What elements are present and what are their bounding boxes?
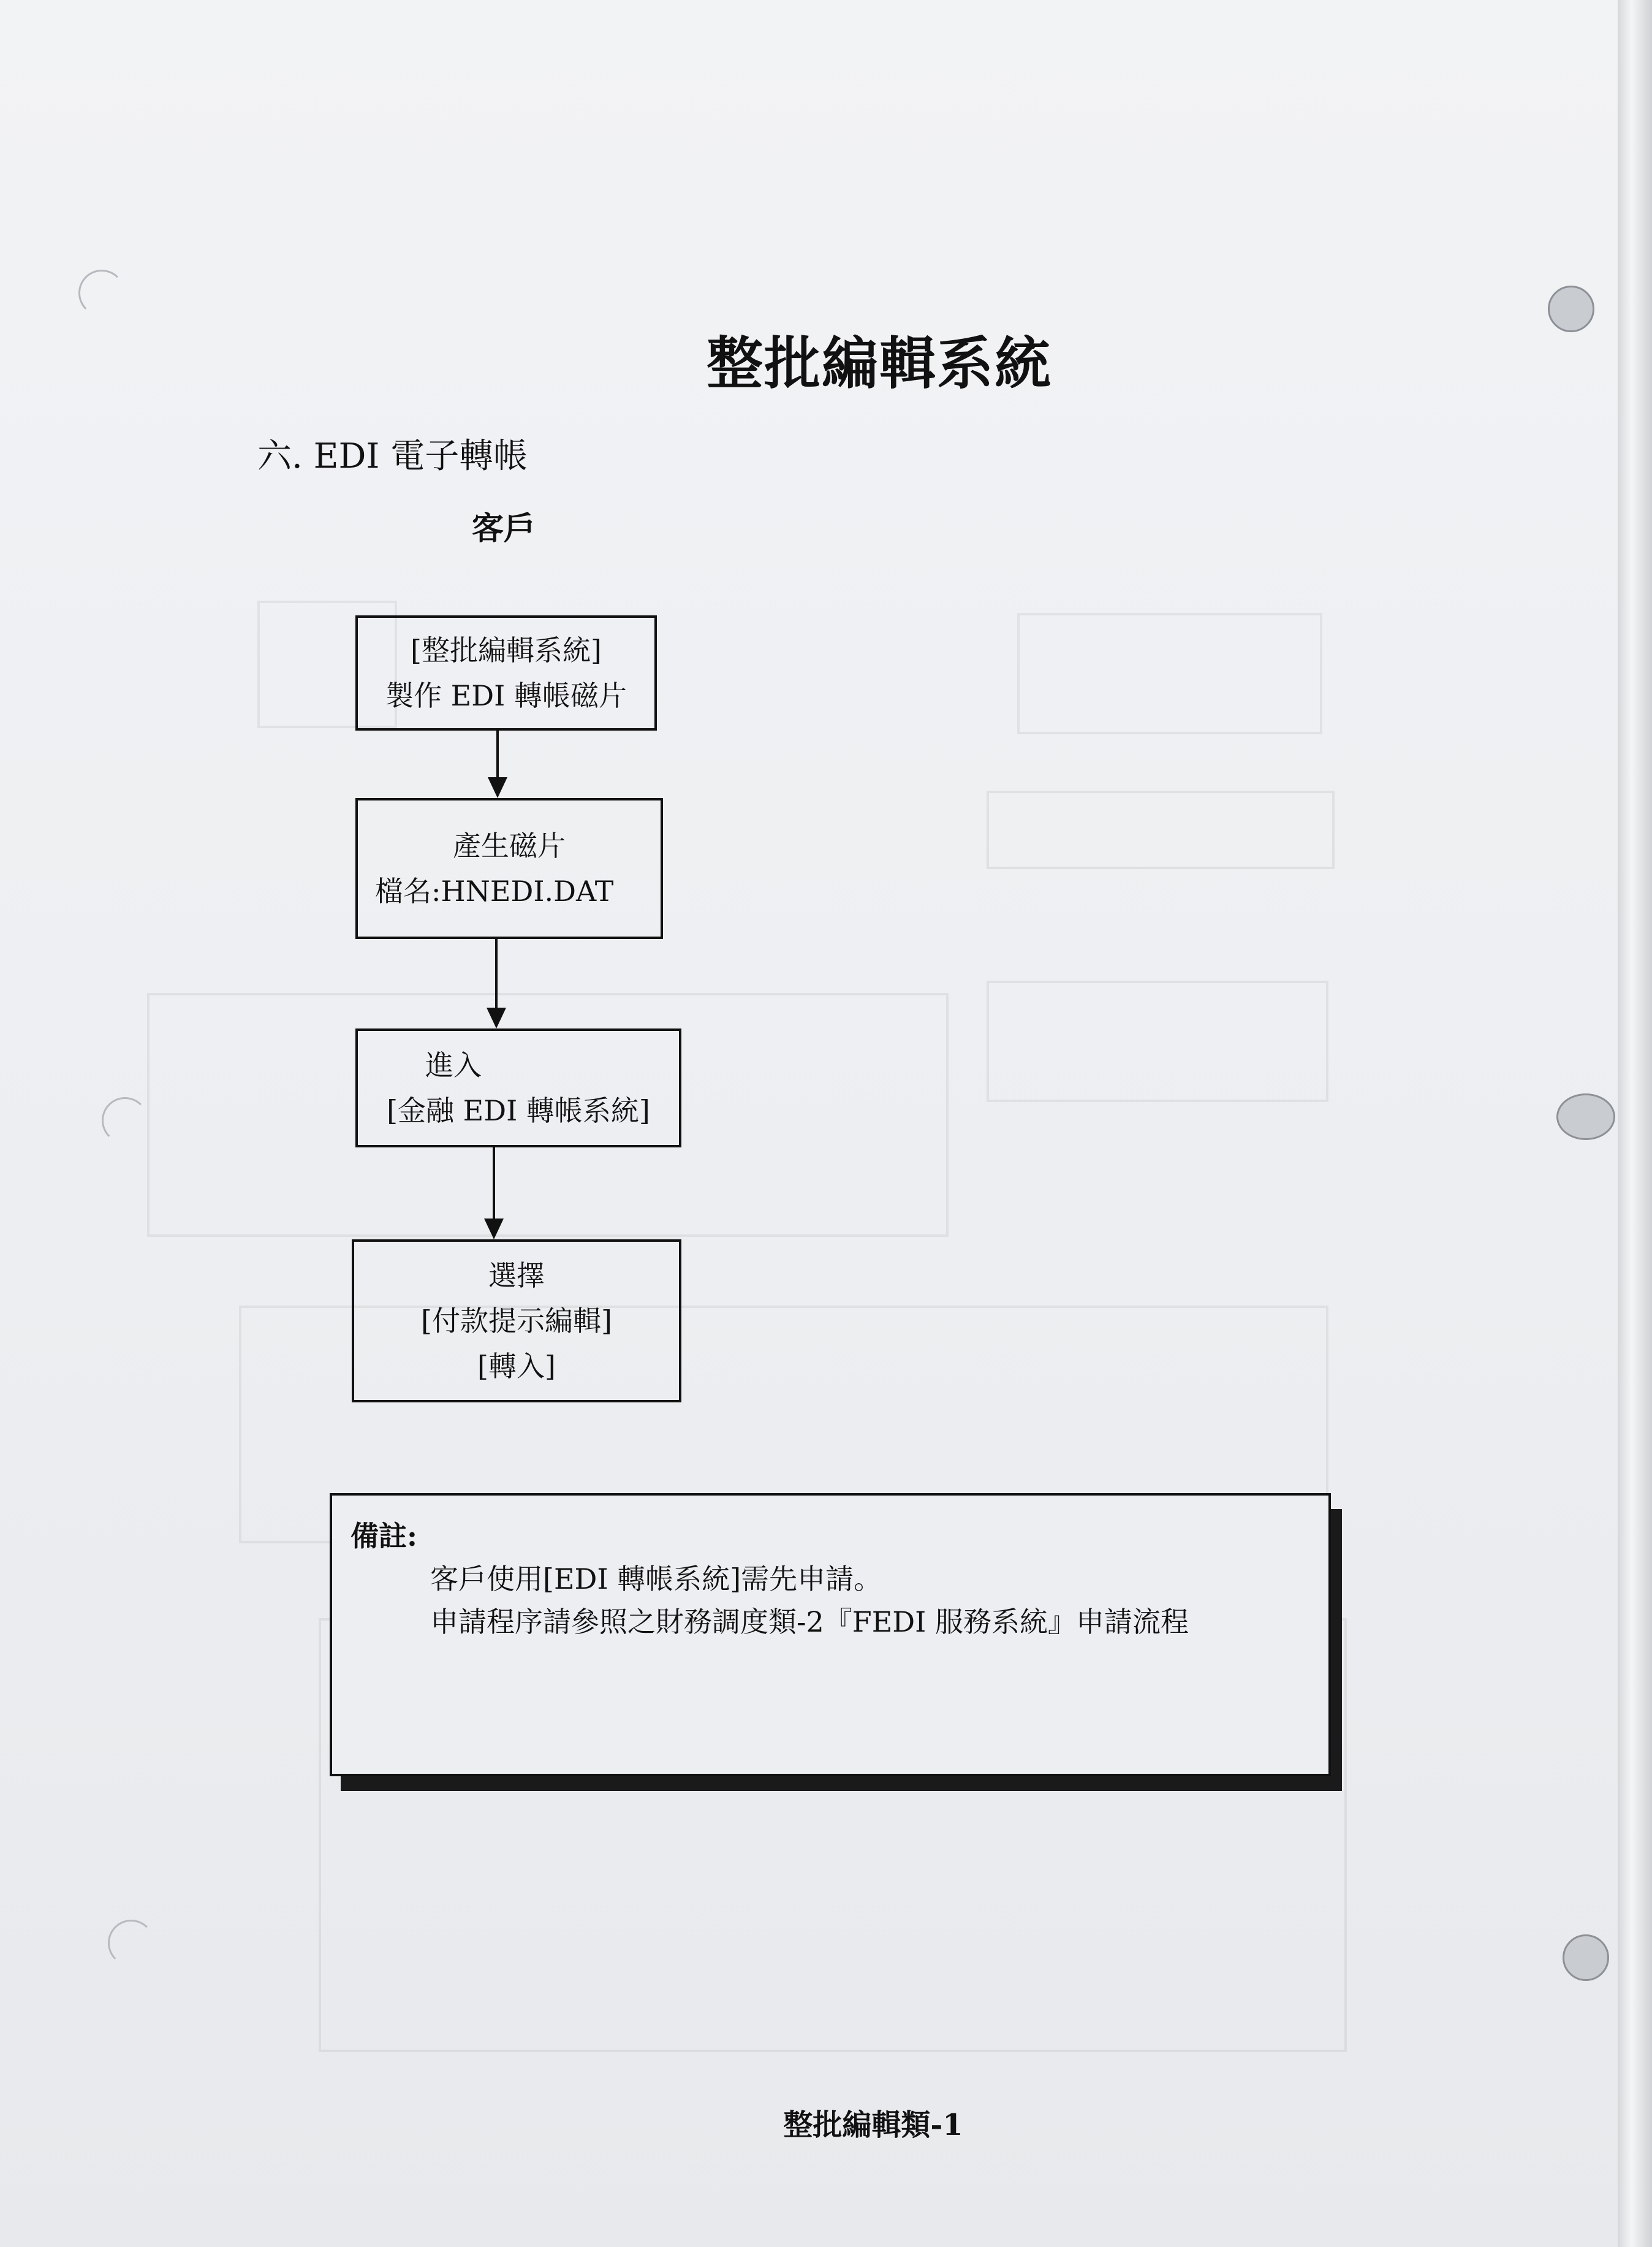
- document-title: 整批編輯系統: [706, 330, 1052, 397]
- section-heading: 六. EDI 電子轉帳: [257, 436, 528, 476]
- flow-step-line: 製作 EDI 轉帳磁片: [385, 679, 627, 712]
- flow-step-line: [付款提示編輯]: [421, 1304, 612, 1337]
- bleed-through-box: [987, 981, 1328, 1102]
- flow-arrow-line: [495, 939, 498, 1008]
- flow-arrow-head: [488, 777, 507, 798]
- note-box: [330, 1493, 1331, 1776]
- flow-step-line: [整批編輯系統]: [411, 634, 602, 667]
- flow-step-line: 產生磁片: [453, 829, 566, 862]
- flow-step-line: [金融 EDI 轉帳系統]: [387, 1094, 650, 1127]
- flow-arrow-head: [484, 1219, 504, 1239]
- flow-step-create-edi-disk: [355, 615, 657, 731]
- page-footer: 整批編輯類-1: [783, 2108, 963, 2142]
- flow-arrow-head: [487, 1008, 506, 1028]
- punch-hole: [1563, 1934, 1609, 1981]
- note-line: 客戶使用[EDI 轉帳系統]需先申請。: [430, 1562, 882, 1595]
- flow-step-line: 選擇: [488, 1259, 545, 1292]
- flow-step-generate-disk: [355, 798, 663, 939]
- punch-hole: [108, 1920, 154, 1966]
- punch-hole: [1556, 1093, 1615, 1140]
- note-label: 備註:: [350, 1519, 417, 1553]
- flow-arrow-line: [496, 731, 499, 777]
- note-line: 申請程序請參照之財務調度類-2『FEDI 服務系統』申請流程: [430, 1605, 1189, 1638]
- punch-hole: [78, 270, 125, 316]
- lane-label-customer: 客戶: [472, 510, 536, 547]
- punch-hole: [102, 1097, 148, 1144]
- flow-step-line: 檔名:HNEDI.DAT: [375, 875, 614, 908]
- bleed-through-box: [1017, 613, 1322, 734]
- flow-step-line: [轉入]: [477, 1350, 556, 1383]
- flow-step-enter-edi-system: [355, 1028, 681, 1147]
- flow-step-select-import: [352, 1239, 681, 1402]
- page-stack-edge: [1618, 0, 1652, 2247]
- bleed-through-box: [987, 791, 1335, 869]
- flow-arrow-line: [493, 1147, 495, 1219]
- flow-step-line: 進入: [425, 1049, 482, 1082]
